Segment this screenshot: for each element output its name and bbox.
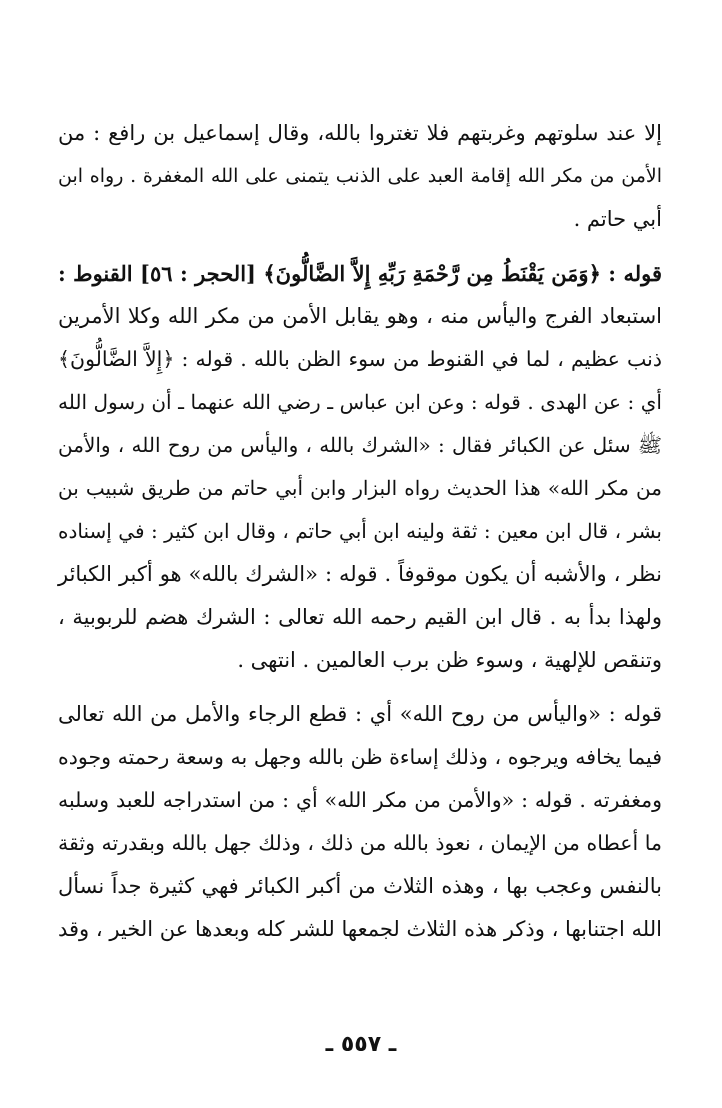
text-line-quran-verse: قوله : ﴿وَمَن يَقْنَطُ مِن رَّحْمَةِ رَبِّهِ إِلاَّ الضَّالُّونَ﴾ [الحجر : ٥٦] القنوط :	[58, 261, 662, 286]
text-line: نظر ، والأشبه أن يكون موقوفاً . قوله : «الشرك بالله» هو أكبر الكبائر	[58, 562, 662, 586]
text-line: من مكر الله» هذا الحديث رواه البزار وابن أبي حاتم من طريق شبيب بن	[58, 476, 662, 500]
text-line: ولهذا بدأ به . قال ابن القيم رحمه الله تعالى : الشرك هضم للربوبية ،	[58, 605, 662, 629]
paragraph-1	[58, 112, 662, 241]
text-line: فيما يخافه ويرجوه ، وذلك إساءة ظن بالله وجهل به وسعة رحمته وجوده	[58, 745, 662, 769]
text-line: استبعاد الفرج واليأس منه ، وهو يقابل الأمن من مكر الله وكلا الأمرين	[58, 304, 662, 328]
text-line: وتنقص للإلهية ، وسوء ظن برب العالمين . انتهى .	[237, 648, 662, 672]
paragraph-2	[58, 252, 662, 682]
text-line: ما أعطاه من الإيمان ، نعوذ بالله من ذلك ، وذلك جهل بالله وبقدرته وثقة	[58, 831, 662, 855]
text-line: ومغفرته . قوله : «والأمن من مكر الله» أي : من استدراجه للعبد وسلبه	[58, 788, 662, 812]
text-line: بشر ، قال ابن معين : ثقة ولينه ابن أبي حاتم ، وقال ابن كثير : في إسناده	[58, 519, 662, 543]
page-number: ـ ٥٥٧ ـ	[325, 1032, 397, 1057]
paragraph-3	[58, 693, 662, 951]
text-line: أي : عن الهدى . قوله : وعن ابن عباس ـ رضي الله عنهما ـ أن رسول الله	[58, 390, 662, 414]
text-line: ﷺ سئل عن الكبائر فقال : «الشرك بالله ، واليأس من روح الله ، والأمن	[58, 433, 662, 457]
text-line: أبي حاتم .	[573, 207, 662, 231]
text-line: ذنب عظيم ، لما في القنوط من سوء الظن بالله . قوله : ﴿إِلاَّ الضَّالُّونَ﴾	[58, 347, 662, 371]
text-line: إلا عند سلوتهم وغربتهم فلا تغتروا بالله، وقال إسماعيل بن رافع : من	[58, 121, 662, 145]
text-line: الله اجتنابها ، وذكر هذه الثلاث لجمعها للشر كله وبعدها عن الخير ، وقد	[58, 917, 662, 941]
text-line: الأمن من مكر الله إقامة العبد على الذنب يتمنى على الله المغفرة . رواه ابن	[58, 165, 662, 187]
text-line: بالنفس وعجب بها ، وهذه الثلاث من أكبر الكبائر فهي كثيرة جداً نسأل	[58, 874, 662, 898]
text-line: قوله : «واليأس من روح الله» أي : قطع الرجاء والأمل من الله تعالى	[58, 702, 662, 726]
